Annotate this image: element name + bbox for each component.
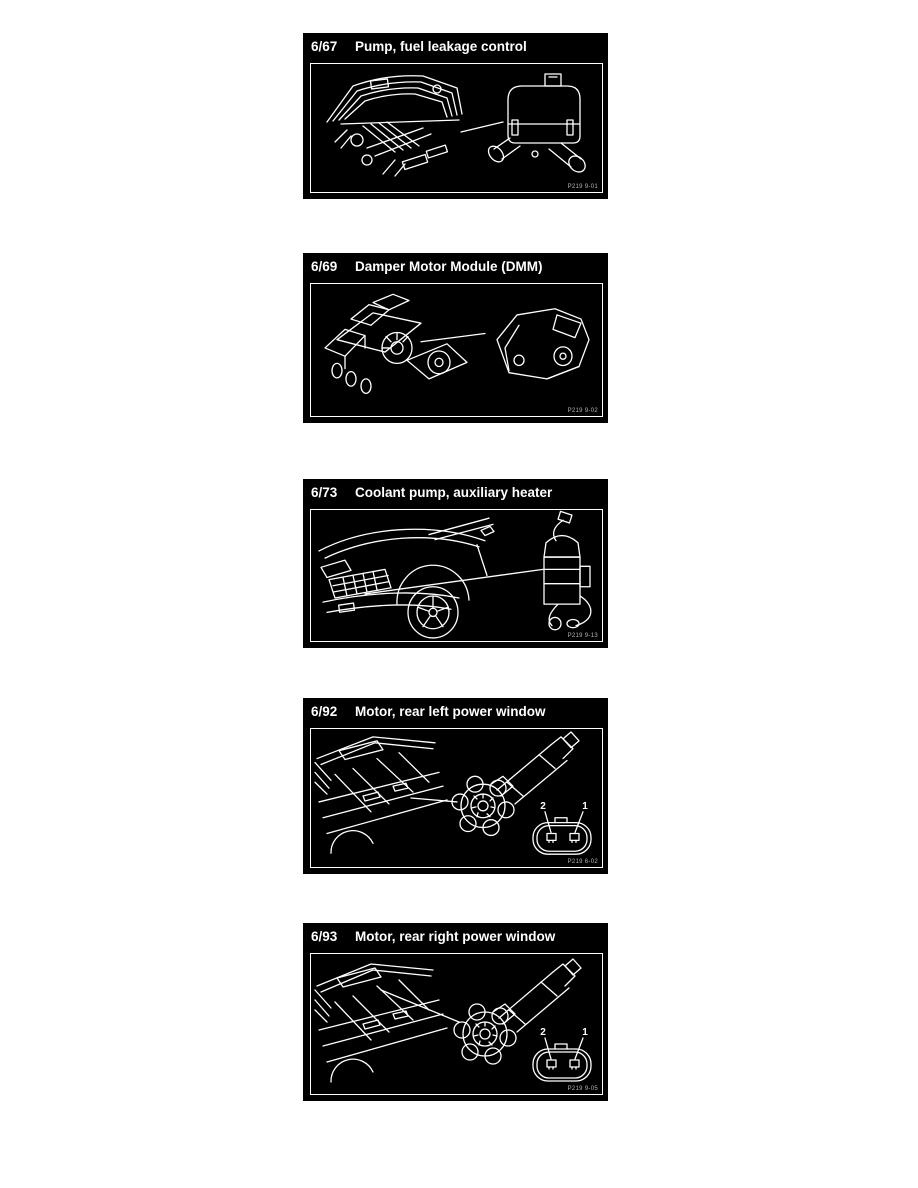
figure-ref-code: P219 9-01	[567, 184, 598, 190]
leader-line	[411, 798, 457, 802]
window-motor-art	[454, 959, 581, 1064]
coolant-pump-art	[544, 511, 591, 629]
component-title: Coolant pump, auxiliary heater	[355, 485, 553, 500]
component-panel-fuel-leakage-pump	[303, 33, 608, 199]
component-panel-coolant-pump	[303, 479, 608, 648]
rear-left-window-motor-illustration	[311, 729, 602, 867]
coolant-pump-illustration	[311, 510, 602, 641]
panel-header	[311, 485, 602, 501]
component-title: Pump, fuel leakage control	[355, 39, 527, 54]
panel-header	[311, 39, 602, 55]
leader-line	[421, 334, 485, 342]
car-front-art	[319, 518, 494, 638]
illustration-frame	[310, 728, 603, 868]
car-side-cutaway-art	[315, 964, 447, 1082]
leader-line	[365, 569, 543, 594]
damper-motor-module-illustration	[311, 284, 602, 416]
component-panel-rear-left-window-motor	[303, 698, 608, 874]
component-title: Damper Motor Module (DMM)	[355, 259, 543, 274]
component-number: 6/93	[311, 929, 338, 944]
connector-pin-label-1: 1	[582, 800, 588, 812]
window-motor-art	[452, 732, 579, 836]
illustration-frame	[310, 953, 603, 1095]
panel-header	[311, 259, 602, 275]
component-title: Motor, rear right power window	[355, 929, 556, 944]
hvac-unit-art	[325, 294, 467, 393]
leader-line	[461, 122, 503, 132]
illustration-frame	[310, 509, 603, 642]
panel-header	[311, 929, 602, 945]
component-title: Motor, rear left power window	[355, 704, 546, 719]
damper-motor-module-art	[497, 309, 589, 379]
component-number: 6/73	[311, 485, 338, 500]
rear-right-window-motor-illustration	[311, 954, 602, 1094]
figure-ref-code: P219 9-13	[567, 633, 598, 639]
connector-pin-label-2: 2	[540, 800, 546, 812]
connector-art	[533, 801, 591, 854]
panel-header	[311, 704, 602, 720]
component-panel-damper-motor-module	[303, 253, 608, 423]
connector-art	[533, 1027, 591, 1081]
car-side-cutaway-art	[315, 737, 447, 853]
car-underbody-art	[327, 76, 462, 176]
component-number: 6/69	[311, 259, 338, 274]
figure-ref-code: P219 9-05	[567, 1086, 598, 1092]
component-number: 6/92	[311, 704, 338, 719]
component-panel-rear-right-window-motor	[303, 923, 608, 1101]
pump-art	[486, 74, 589, 175]
connector-pin-label-1: 1	[582, 1027, 588, 1038]
leader-line	[381, 990, 459, 1022]
figure-ref-code: P219 6-02	[567, 859, 598, 865]
fuel-leakage-pump-illustration	[311, 64, 602, 192]
connector-pin-label-2: 2	[540, 1027, 546, 1038]
illustration-frame	[310, 283, 603, 417]
illustration-frame	[310, 63, 603, 193]
component-number: 6/67	[311, 39, 338, 54]
figure-ref-code: P219 9-02	[567, 408, 598, 414]
